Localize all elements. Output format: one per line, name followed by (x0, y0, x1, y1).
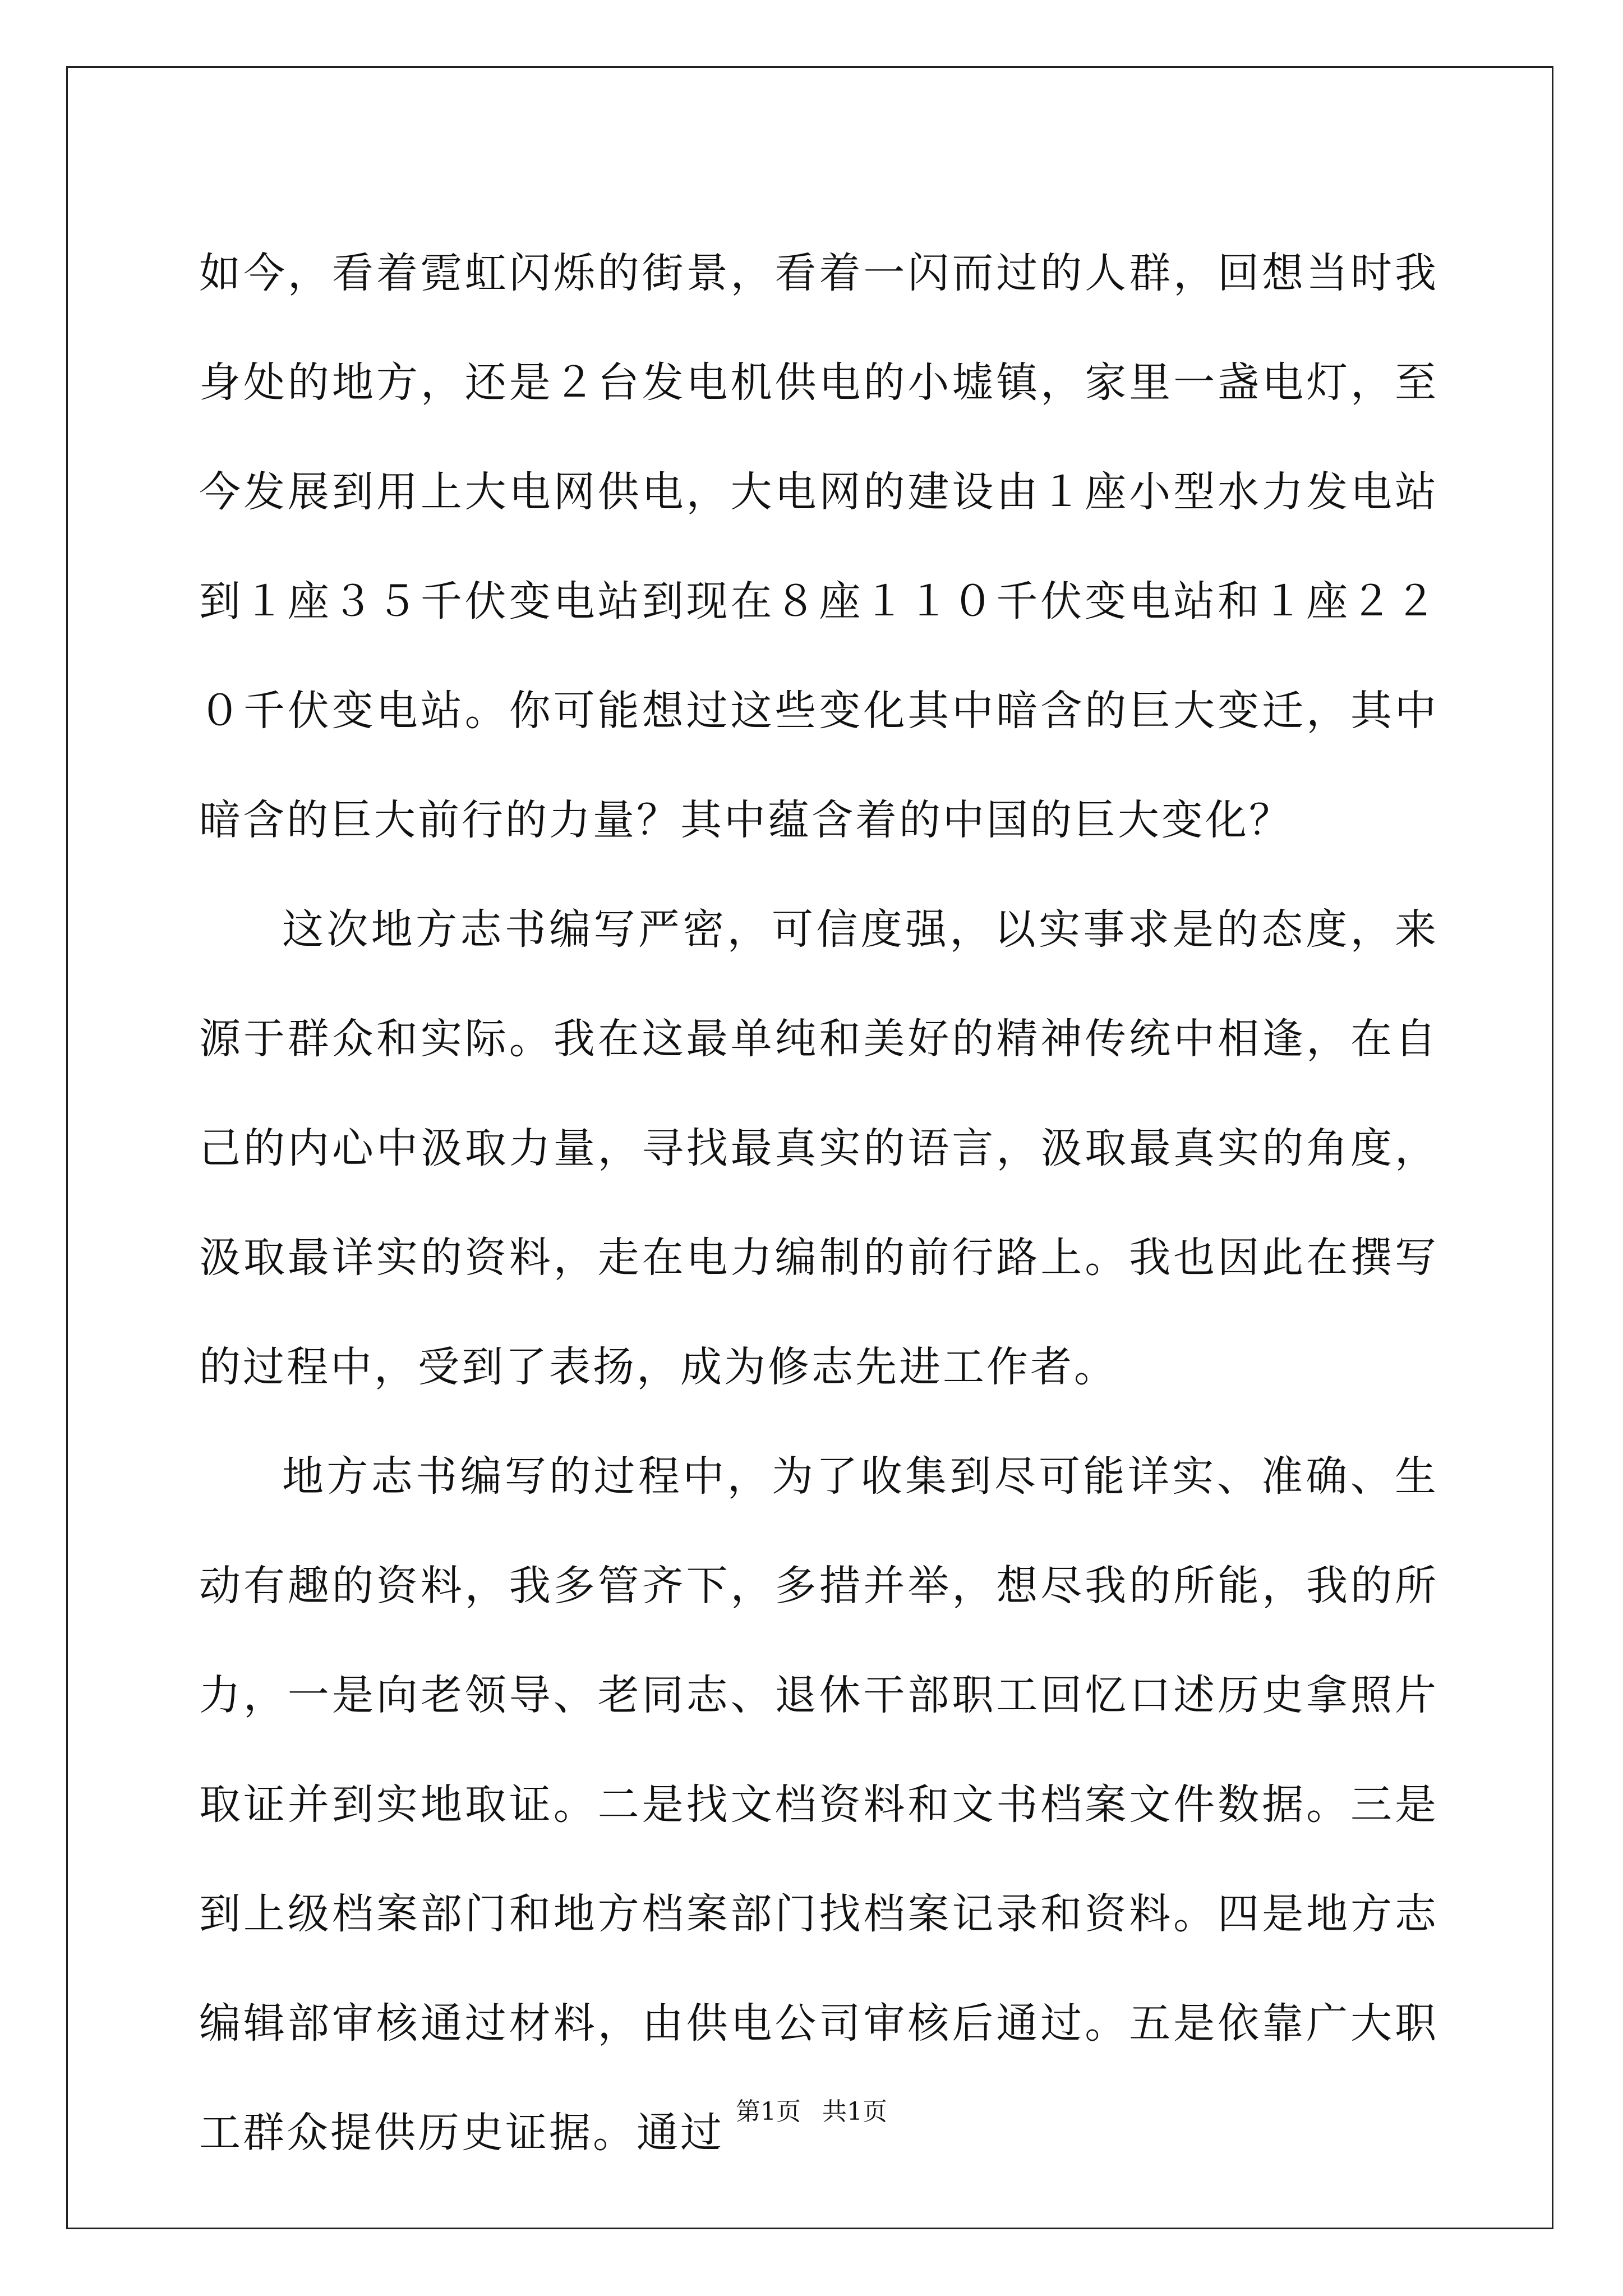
page-total: 共1页 (822, 2097, 887, 2126)
page-footer (0, 2095, 1623, 2129)
paragraph-3: 地方志书编写的过程中，为了收集到尽可能详实、准确、生动有趣的资料，我多管齐下，多措并举，想尽我的所能，我的所力，一是向老领导、老同志、退休干部职工回忆口述历史拿照片取证并到实地取证。二是找文档资料和文书档案文件数据。三是到上级档案部门和地方档案部门找档案记录和资料。四是地方志编辑部审核通过材料，由供电公司审核后通过。五是依靠广大职工群众提供历史证据。通过 (199, 1452, 1438, 2157)
page-number: 第1页 (736, 2097, 801, 2126)
document-body (199, 219, 1438, 2188)
paragraph-1: 如今，看着霓虹闪烁的街景，看着一闪而过的人群，回想当时我身处的地方，还是２台发电机供电的小墟镇，家里一盏电灯，至今发展到用上大电网供电，大电网的建设由１座小型水力发电站到１座３５千伏变电站到现在８座１１０千伏变电站和１座２２０千伏变电站。你可能想过这些变化其中暗含的巨大变迁，其中暗含的巨大前行的力量？其中蕴含着的中国的巨大变化？ (199, 249, 1438, 844)
paragraph-2: 这次地方志书编写严密，可信度强，以实事求是的态度，来源于群众和实际。我在这最单纯和美好的精神传统中相逢，在自己的内心中汲取力量，寻找最真实的语言，汲取最真实的角度，汲取最详实的资料，走在电力编制的前行路上。我也因此在撰写的过程中，受到了表扬，成为修志先进工作者。 (199, 905, 1438, 1391)
